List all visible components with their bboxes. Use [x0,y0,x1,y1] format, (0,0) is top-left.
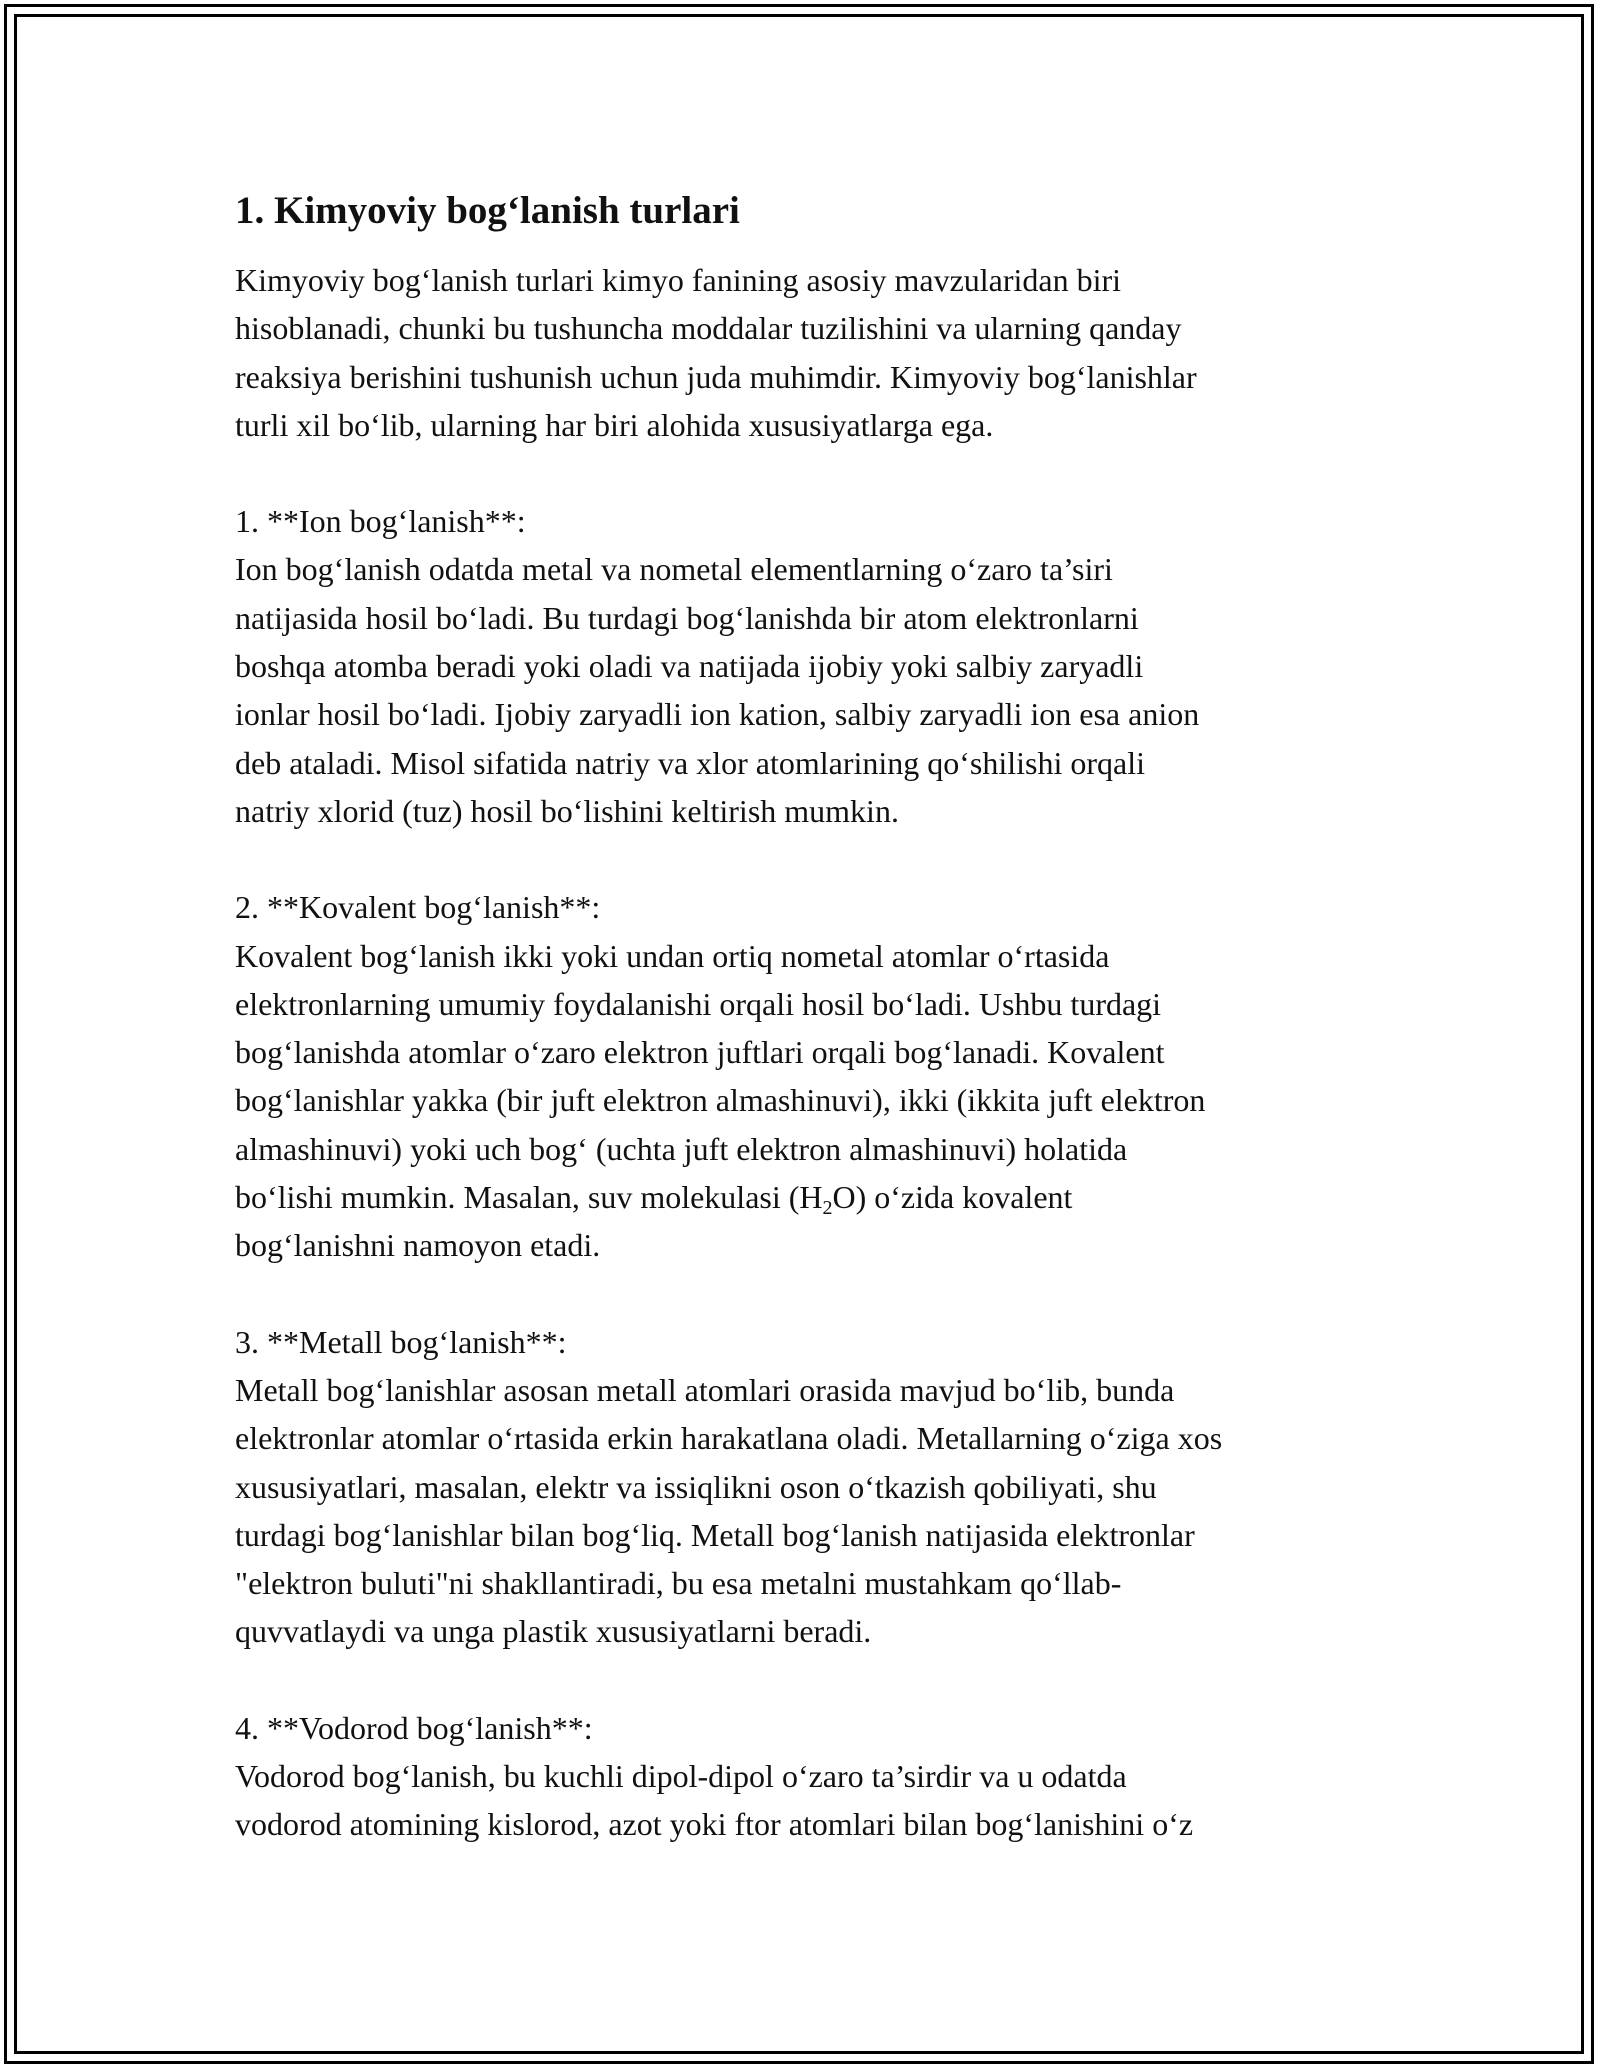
text-line: ionlar hosil bo‘ladi. Ijobiy zaryadli ion kation, salbiy zaryadli ion esa anion [235,696,1200,733]
text-line: bog‘lanishlar yakka (bir juft elektron almashinuvi), ikki (ikkita juft elektron [235,1082,1206,1119]
text-line: Vodorod bog‘lanish, bu kuchli dipol-dipol o‘zaro ta’sirdir va u odatda [235,1758,1127,1795]
text-line: boshqa atomba beradi yoki oladi va natijada ijobiy yoki salbiy zaryadli [235,648,1144,685]
text-line: bog‘lanishda atomlar o‘zaro elektron juftlari orqali bog‘lanadi. Kovalent [235,1034,1165,1071]
section-paragraph [235,1704,1385,1849]
text-line: natijasida hosil bo‘ladi. Bu turdagi bog‘lanishda bir atom elektronlarni [235,599,1139,636]
text-line: vodorod atomining kislorod, azot yoki ftor atomlari bilan bog‘lanishini o‘z [235,1806,1194,1843]
section-title: 1. **Ion bog‘lanish**: [235,503,526,540]
intro-paragraph [235,256,1385,449]
text-line: Kimyoviy bog‘lanish turlari kimyo fanining asosiy mavzularidan biri [235,262,1122,298]
formula-line [235,1173,1385,1221]
document-body [235,186,1385,1849]
text-line: elektronlarning umumiy foydalanishi orqali hosil bo‘ladi. Ushbu turdagi [235,985,1162,1022]
text-line: hisoblanadi, chunki bu tushuncha moddalar tuzilishini va ularning qanday [235,310,1182,347]
text-line: turli xil bo‘lib, ularning har biri alohida xususiyatlarga ega. [235,406,994,443]
text-line: "elektron buluti"ni shakllantiradi, bu esa metalni mustahkam qo‘llab- [235,1565,1122,1602]
section-title: 4. **Vodorod bog‘lanish**: [235,1709,593,1746]
formula-text-before: bo‘lishi mumkin. Masalan, suv molekulasi (H [235,1179,823,1216]
section-paragraph [235,1318,1385,1656]
section-paragraph [235,497,1385,835]
text-line: Kovalent bog‘lanish ikki yoki undan ortiq nometal atomlar o‘rtasida [235,937,1110,974]
text-line: Ion bog‘lanish odatda metal va nometal elementlarning o‘zaro ta’siri [235,551,1113,588]
section-paragraph [235,883,1385,1269]
text-line: natriy xlorid (tuz) hosil bo‘lishini keltirish mumkin. [235,792,899,829]
section-title: 2. **Kovalent bog‘lanish**: [235,889,601,926]
text-line: reaksiya berishini tushunish uchun juda muhimdir. Kimyoviy bog‘lanishlar [235,358,1197,395]
text-line: almashinuvi) yoki uch bog‘ (uchta juft elektron almashinuvi) holatida [235,1130,1128,1167]
section-ion-bond [235,497,1385,835]
text-line: quvvatlaydi va unga plastik xususiyatlarni beradi. [235,1613,872,1650]
section-covalent-bond [235,883,1385,1269]
section-title: 3. **Metall bog‘lanish**: [235,1323,567,1360]
formula-subscript: 2 [822,1197,833,1220]
text-line: xususiyatlari, masalan, elektr va issiqlikni oson o‘tkazish qobiliyati, shu [235,1468,1157,1505]
text-line: bog‘lanishni namoyon etadi. [235,1227,601,1264]
text-line: Metall bog‘lanishlar asosan metall atomlari orasida mavjud bo‘lib, bunda [235,1371,1175,1408]
section-hydrogen-bond [235,1704,1385,1849]
text-line: deb ataladi. Misol sifatida natriy va xlor atomlarining qo‘shilishi orqali [235,744,1146,781]
formula-text-after: O) o‘zida kovalent [832,1179,1073,1216]
text-line: elektronlar atomlar o‘rtasida erkin harakatlana oladi. Metallarning o‘ziga xos [235,1420,1223,1457]
section-metallic-bond [235,1318,1385,1656]
text-line: turdagi bog‘lanishlar bilan bog‘liq. Metall bog‘lanish natijasida elektronlar [235,1516,1195,1553]
document-heading: 1. Kimyoviy bog‘lanish turlari [235,189,740,232]
